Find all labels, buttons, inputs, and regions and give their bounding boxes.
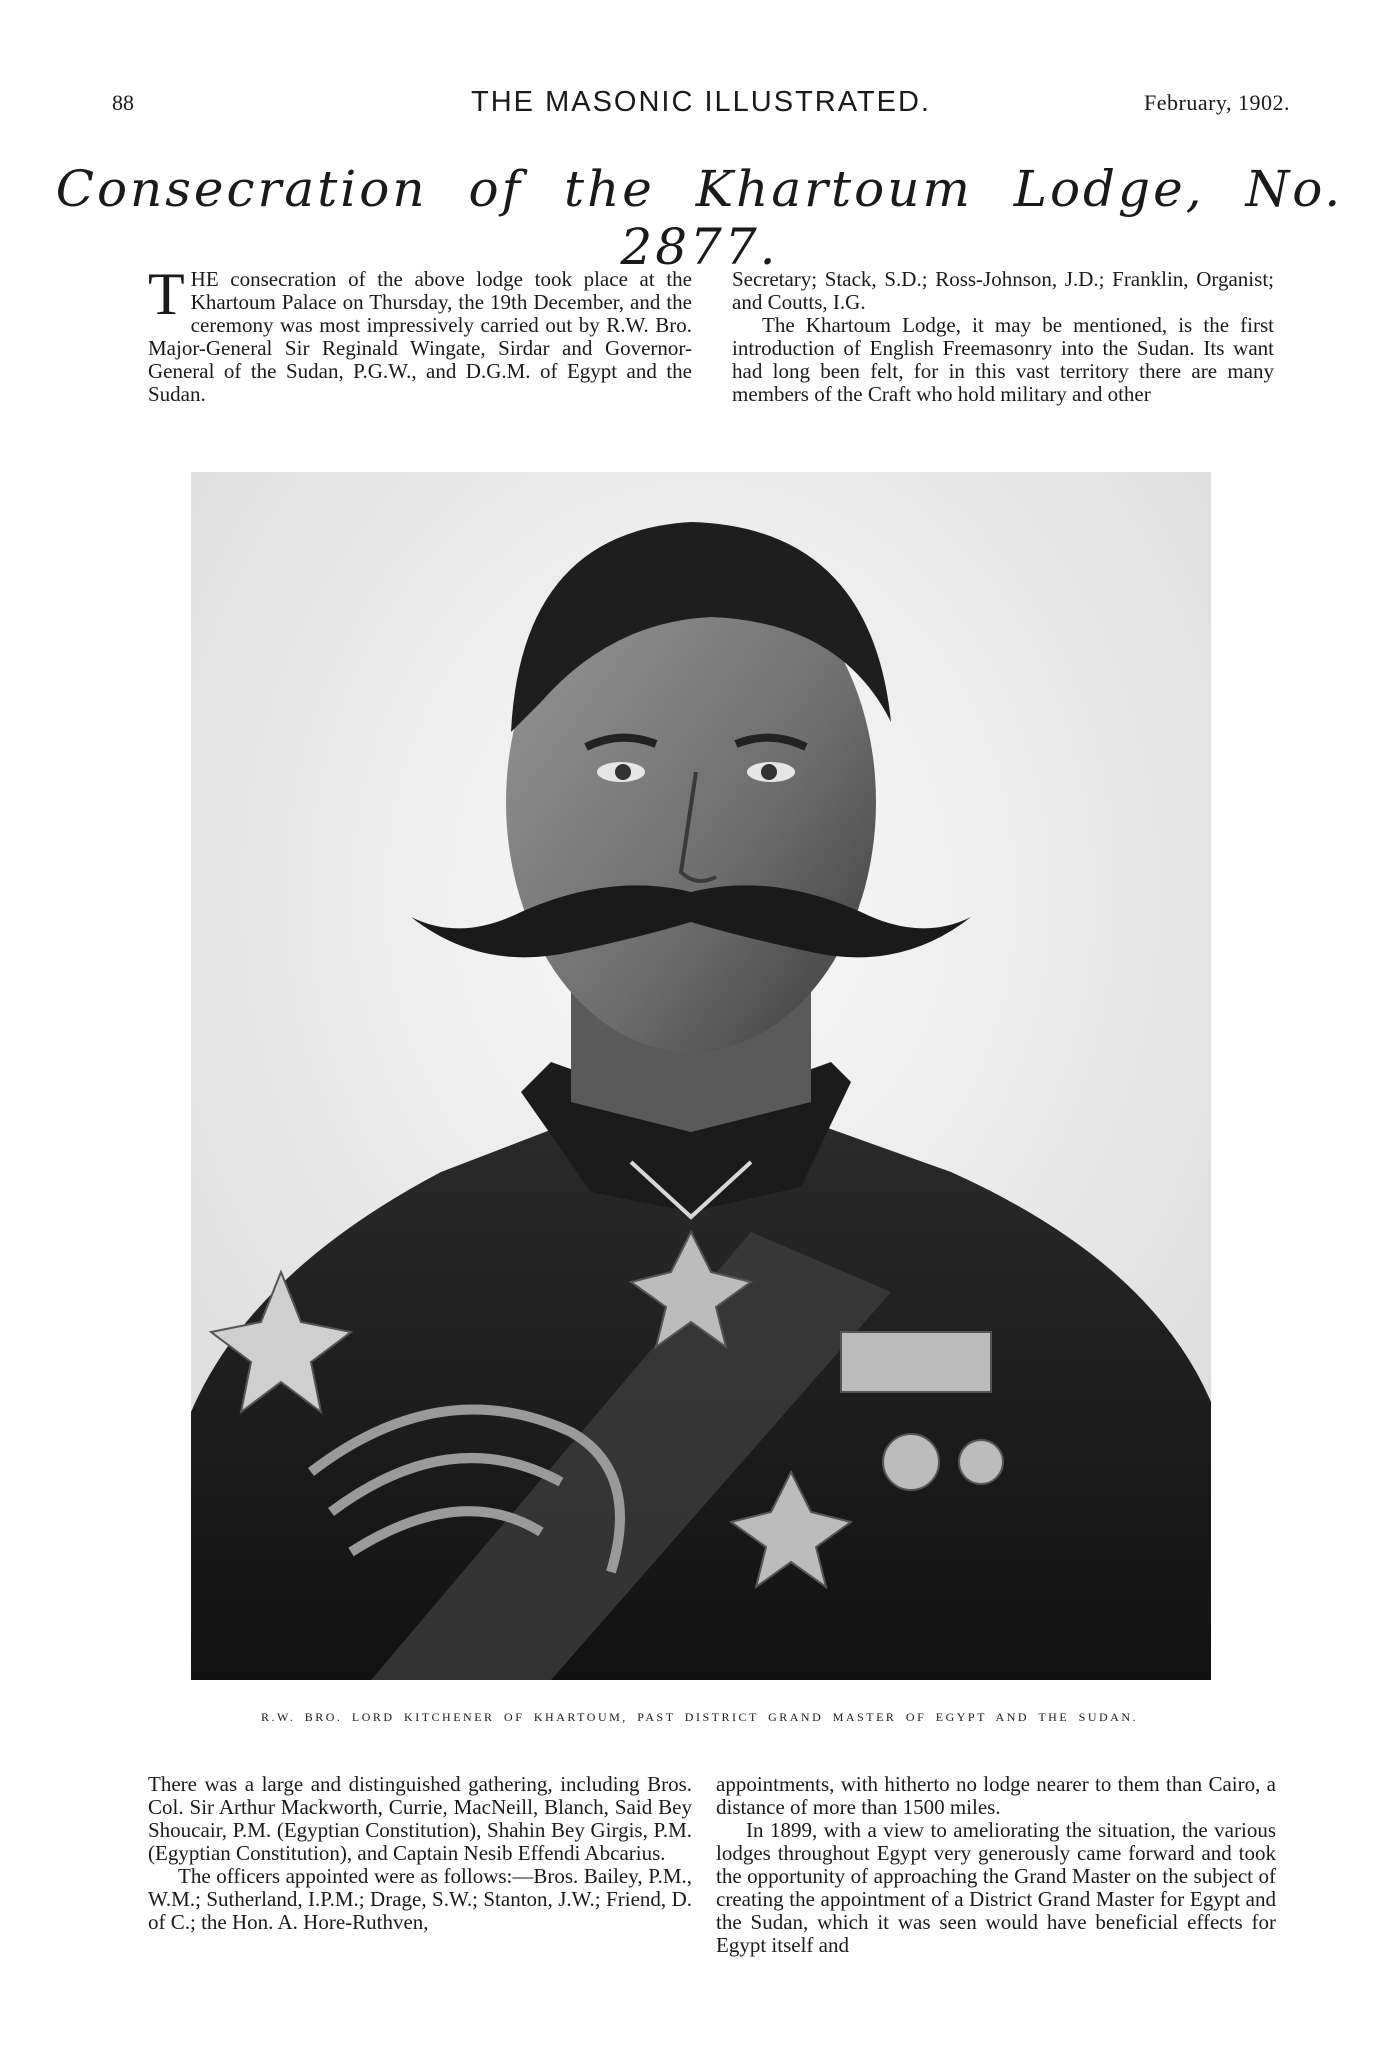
column-bottom-right [716, 1773, 1276, 1957]
paragraph: There was a large and distinguished gathering, including Bros. Col. Sir Arthur Mackworth, Currie, MacNeill, Blanch, Said Bey Shoucair, P.M. (Egyptian Constitution), Shahin Bey Girgis, P.M. (Egyptian Constitution), and Captain Nesib Effendi Abcarius. [148, 1772, 692, 1865]
portrait-illustration [191, 472, 1211, 1680]
paragraph-text: HE consecration of the above lodge took place at the Khartoum Palace on Thursday, the 19th December, and the ceremony was most impressively carried out by R.W. Bro. Major-General Sir Reginald Wingate, Sirdar and Governor-General of the Sudan, P.G.W., and D.G.M. of Egypt and the Sudan. [148, 267, 692, 406]
paragraph: Secretary; Stack, S.D.; Ross-Johnson, J.D.; Franklin, Organist; and Coutts, I.G. [732, 267, 1274, 314]
portrait-photograph [191, 472, 1211, 1680]
running-header [112, 86, 1290, 126]
column-top-right [732, 268, 1274, 406]
paragraph: The Khartoum Lodge, it may be mentioned, is the first introduction of English Freemasonry into the Sudan. Its want had long been felt, for in this vast territory there are many members of the Craft who hold military and other [732, 313, 1274, 406]
paragraph: The officers appointed were as follows:—Bros. Bailey, P.M., W.M.; Sutherland, I.P.M.; Drage, S.W.; Stanton, J.W.; Friend, D. of C.; the Hon. A. Hore-Ruthven, [148, 1864, 692, 1934]
article-title: Consecration of the Khartoum Lodge, No. 2877. [55, 160, 1344, 276]
paragraph [148, 261, 692, 406]
paragraph: In 1899, with a view to ameliorating the situation, the various lodges throughout Egypt very generously came forward and took the opportunity of approaching the Grand Master on the subject of creating the appointment of a District Grand Master for Egypt and the Sudan, which it was seen would have beneficial effects for Egypt itself and [716, 1818, 1276, 1957]
page-number: 88 [112, 90, 134, 115]
paragraph: appointments, with hitherto no lodge nearer to them than Cairo, a distance of more than 1500 miles. [716, 1772, 1276, 1819]
column-top-left [148, 261, 692, 406]
issue-date: February, 1902. [1144, 90, 1290, 115]
drop-cap: T [148, 261, 185, 327]
portrait-caption: R.W. BRO. LORD KITCHENER OF KHARTOUM, PAST DISTRICT GRAND MASTER OF EGYPT AND THE SUDAN. [260, 1710, 1139, 1724]
column-bottom-left [148, 1773, 692, 1934]
magazine-title: THE MASONIC ILLUSTRATED. [471, 86, 931, 118]
